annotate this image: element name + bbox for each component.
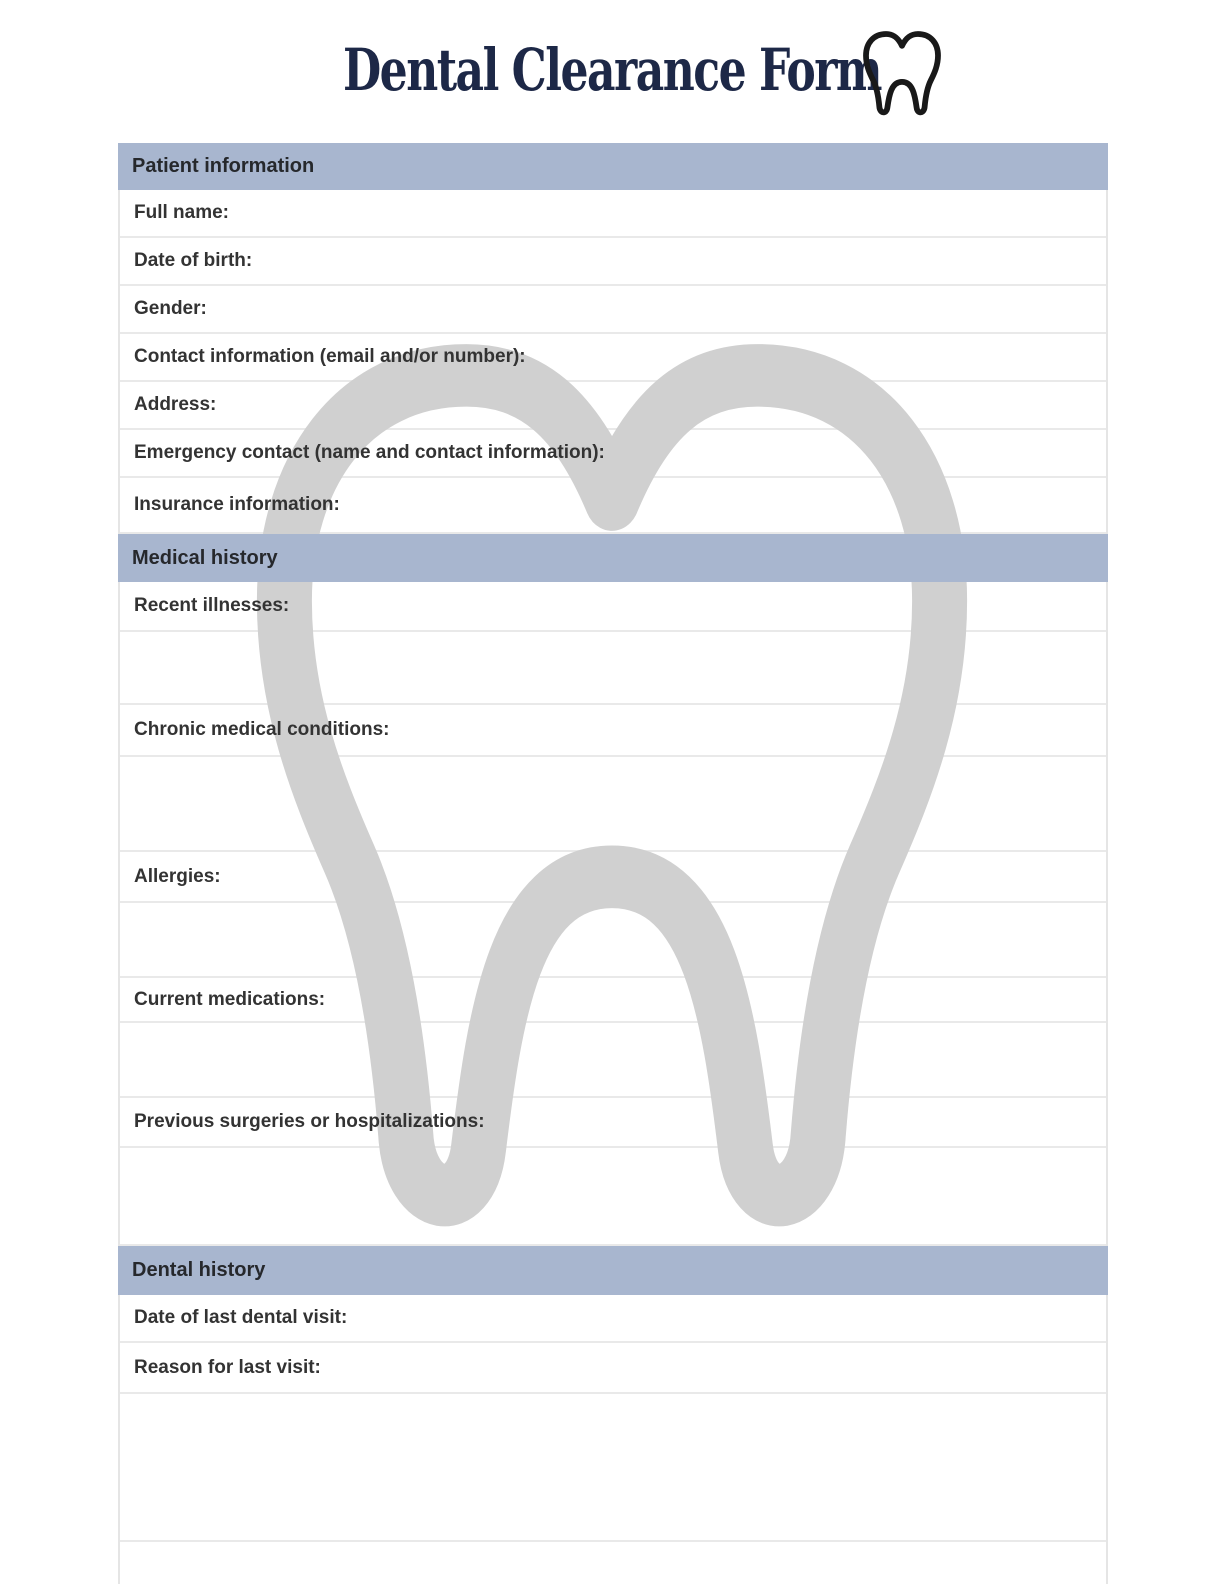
field-row-chronic-medical-conditions[interactable] [120, 705, 1106, 757]
section-header-medical-history [118, 534, 1108, 582]
field-label: Chronic medical conditions: [134, 719, 390, 740]
input-area-allergies[interactable] [120, 903, 1106, 978]
section-title: Dental history [132, 1259, 266, 1281]
input-area-recent-illnesses[interactable] [120, 632, 1106, 705]
field-label: Allergies: [134, 865, 221, 887]
field-row-gender[interactable] [120, 286, 1106, 334]
field-row-previous-surgeries[interactable] [120, 1098, 1106, 1148]
field-label: Date of last dental visit: [134, 1307, 348, 1328]
field-row-date-of-last-dental-visit[interactable] [120, 1295, 1106, 1343]
document-header [0, 0, 1224, 143]
field-label: Reason for last visit: [134, 1356, 321, 1378]
input-area-reason-for-last-visit[interactable] [120, 1394, 1106, 1542]
field-label: Previous surgeries or hospitalizations: [134, 1111, 485, 1132]
input-area-current-medications[interactable] [120, 1023, 1106, 1098]
input-area-chronic-medical-conditions[interactable] [120, 757, 1106, 852]
field-label: Insurance information: [134, 494, 340, 515]
input-area-previous-surgeries[interactable] [120, 1148, 1106, 1246]
field-label: Recent illnesses: [134, 595, 290, 616]
field-label: Emergency contact (name and contact information): [134, 442, 605, 463]
field-row-emergency-contact[interactable] [120, 430, 1106, 478]
field-label: Address: [134, 394, 217, 415]
field-label: Current medications: [134, 988, 326, 1010]
clearance-form-table [118, 143, 1108, 1584]
field-row-insurance-information[interactable] [120, 478, 1106, 534]
section-header-patient-information [118, 143, 1108, 190]
field-row-address[interactable] [120, 382, 1106, 430]
section-title: Patient information [132, 155, 315, 177]
field-row-recent-illnesses[interactable] [120, 582, 1106, 632]
field-row-allergies[interactable] [120, 852, 1106, 903]
field-label: Full name: [134, 202, 230, 223]
section-header-dental-history [118, 1246, 1108, 1295]
page-title: Dental Clearance Form [342, 36, 882, 104]
field-row-reason-for-last-visit[interactable] [120, 1343, 1106, 1394]
field-row-full-name[interactable] [120, 190, 1106, 238]
field-row-contact-information[interactable] [120, 334, 1106, 382]
input-area-continued[interactable] [120, 1542, 1106, 1584]
field-label: Date of birth: [134, 250, 253, 271]
section-title: Medical history [132, 546, 278, 569]
field-label: Gender: [134, 298, 207, 319]
field-row-date-of-birth[interactable] [120, 238, 1106, 286]
field-label: Contact information (email and/or number): [134, 346, 526, 367]
tooth-icon [862, 30, 942, 118]
field-row-current-medications[interactable] [120, 978, 1106, 1023]
